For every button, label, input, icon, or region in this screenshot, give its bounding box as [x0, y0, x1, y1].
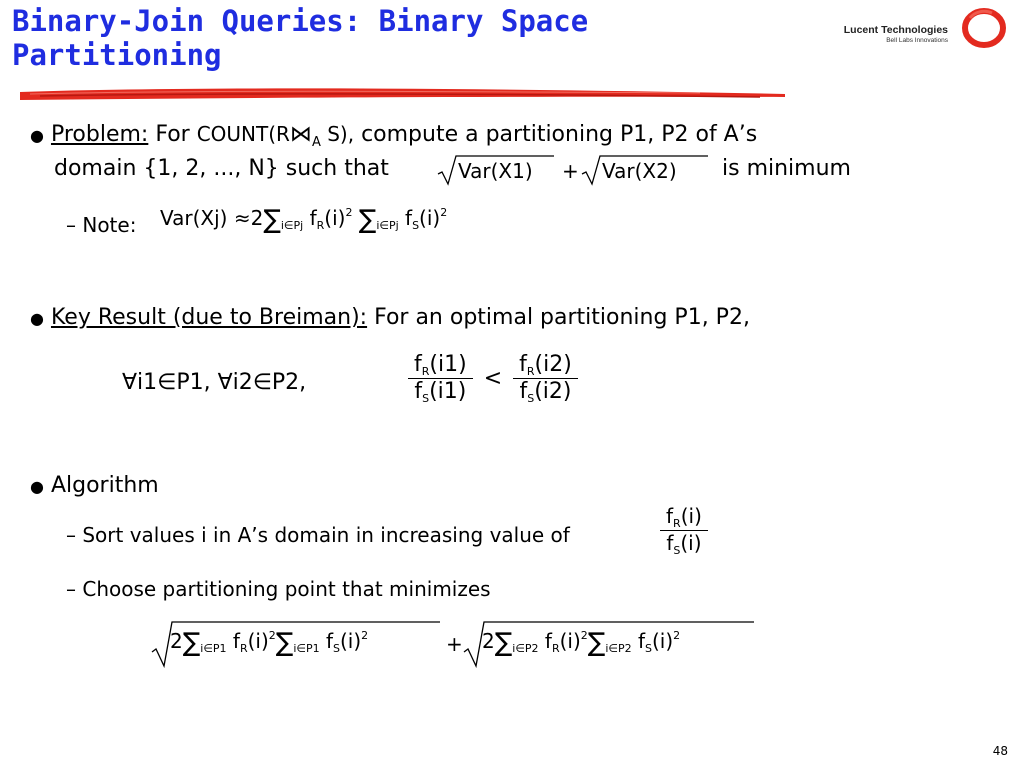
- algorithm-step-choose: – Choose partitioning point that minimizes: [66, 577, 491, 601]
- sum-icon: ∑: [275, 628, 294, 658]
- problem-line2-text: domain {1, 2, ..., N} such that: [54, 156, 389, 181]
- bullet-dot-icon: ●: [30, 126, 44, 145]
- fraction-i1: $\frac{f_R(i1)}{f_S(i1)}$: [408, 352, 473, 405]
- algorithm-step-sort: – Sort values i in A’s domain in increasing value of: [66, 523, 570, 547]
- algorithm-label: Algorithm: [50, 473, 159, 498]
- bullet-dot-icon: ●: [30, 477, 44, 496]
- slide-title: [12, 4, 772, 72]
- logo-name: Lucent Technologies: [843, 24, 948, 36]
- slide-title-line1: Binary-Join Queries: Binary Space: [12, 4, 589, 38]
- slide-title-line2: Partitioning: [12, 38, 222, 72]
- quantifier-expression: ∀i1∈P1, ∀i2∈P2,: [122, 370, 307, 395]
- sum-icon: ∑: [587, 628, 606, 658]
- count-expression: $COUNT(R⋈_A$ S),: [196, 122, 355, 150]
- sum-icon: ∑: [263, 205, 281, 235]
- plus-sign: +: [446, 632, 463, 656]
- minimization-formula: [150, 618, 760, 668]
- sqrt1-content: Var(X1): [458, 159, 533, 183]
- problem-line2: [54, 155, 389, 183]
- key-result-text: For an optimal partitioning P1, P2,: [374, 305, 750, 330]
- fraction-i2: $\frac{f_R(i2)}{f_S(i2)}$: [513, 352, 578, 405]
- sum-icon: ∑: [358, 205, 377, 235]
- logo-tagline: Bell Labs Innovations: [886, 37, 948, 44]
- step1-fraction: $\frac{f_R(i)}{f_S(i)}$: [660, 504, 708, 557]
- title-brush-underline: [0, 84, 790, 104]
- sum-term-p1: $2\sum_{i\in P1}$ $f_R(i)^2\sum_{i\in P1}$ $f_S(i)^2$: [170, 628, 369, 658]
- less-than-sign: <: [483, 365, 503, 391]
- bullet-algorithm: [30, 472, 159, 501]
- problem-text-b: compute a partitioning P1, P2 of A’s: [361, 122, 758, 147]
- join-icon: ⋈: [289, 122, 312, 147]
- breiman-inequality: [408, 352, 578, 405]
- sum-icon: ∑: [182, 628, 201, 658]
- sqrt2-content: Var(X2): [602, 159, 677, 183]
- lucent-logo: [832, 24, 948, 44]
- page-number: 48: [992, 744, 1008, 758]
- lucent-ring-icon: [958, 6, 1010, 50]
- sum-icon: ∑: [494, 628, 513, 658]
- note-label: – Note:: [66, 213, 137, 237]
- problem-text-a: For: [155, 122, 190, 147]
- plus-sign: +: [562, 159, 579, 183]
- sum-term-p2: $2\sum_{i\in P2}$ $f_R(i)^2\sum_{i\in P2}$ $f_S(i)^2$: [482, 628, 681, 658]
- problem-label: Problem:: [50, 122, 149, 147]
- key-result-label: Key Result (due to Breiman):: [50, 305, 368, 330]
- bullet-key-result: [30, 304, 750, 333]
- problem-line2-end: is minimum: [722, 156, 851, 181]
- bullet-dot-icon: ●: [30, 309, 44, 328]
- note-formula: $Var(Xj) \approx 2\sum_{i\in Pj}$ $f_R(i)^2$ $\sum_{i\in Pj}$ $f_S(i)^2$: [160, 205, 448, 235]
